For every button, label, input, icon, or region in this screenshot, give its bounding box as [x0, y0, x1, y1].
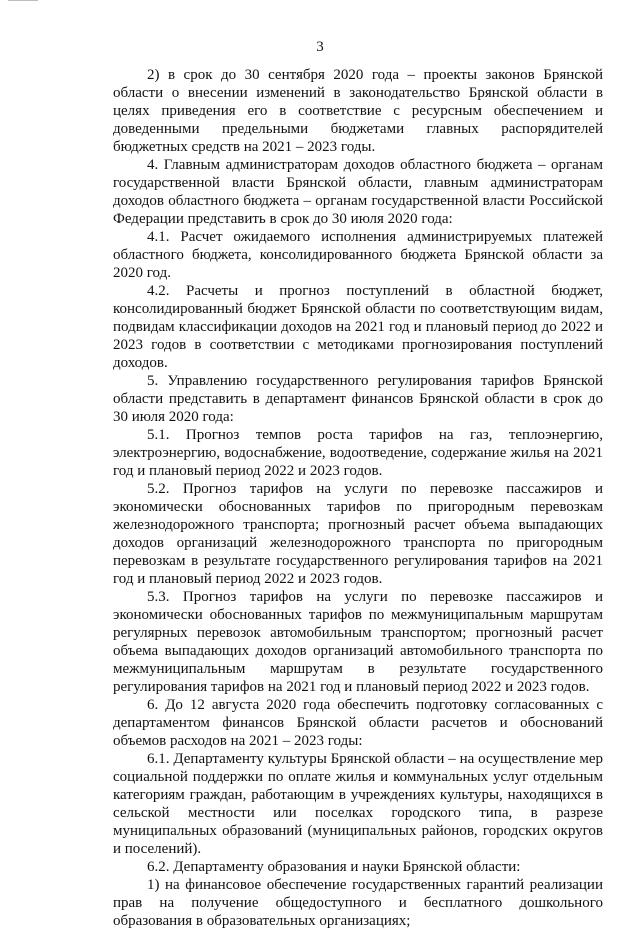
paragraph-6-1: 6.1. Департаменту культуры Брянской области – на осуществление мер социальной поддержки по оплате жилья и коммунальных услуг отдельным категориям граждан, работающим в учреждениях культуры, находящихся в сельской местности или поселках городского типа, в разрезе муниципальных образований (муниципальных районов, городских округов и поселений). — [113, 751, 603, 857]
scan-corner-mark — [8, 0, 38, 5]
page-number: 3 — [316, 39, 324, 55]
paragraph-4-1: 4.1. Расчет ожидаемого исполнения администрируемых платежей областного бюджета, консолидированного бюджета Брянской области за 2020 год. — [113, 229, 603, 281]
paragraph-3-2: 2) в срок до 30 сентября 2020 года – проекты законов Брянской области о внесении изменений в законодательство Брянской области в целях приведения его в соответствие с ресурсным обеспечением и доведенными предельными бюджетами главных распорядителей бюджетных средств на 2021 – 2023 годы. — [113, 67, 603, 155]
paragraph-6-2: 6.2. Департаменту образования и науки Брянской области: — [147, 859, 521, 875]
paragraph-5: 5. Управлению государственного регулирования тарифов Брянской области представить в департамент финансов Брянской области в срок до 30 июля 2020 года: — [113, 373, 603, 425]
paragraph-4-2: 4.2. Расчеты и прогноз поступлений в областной бюджет, консолидированный бюджет Брянской области по соответствующим видам, подвидам классификации доходов на 2021 год и плановый период до 2022 и 2023 годов в соответствии с методиками прогнозирования поступлений доходов. — [113, 283, 603, 371]
paragraph-6: 6. До 12 августа 2020 года обеспечить подготовку согласованных с департаментом финансов Брянской области расчетов и обоснований объемов расходов на 2021 – 2023 годы: — [113, 697, 603, 749]
paragraph-5-2: 5.2. Прогноз тарифов на услуги по перевозке пассажиров и экономически обоснованных тарифов по пригородным перевозкам железнодорожного транспорта; прогнозный расчет объема выпадающих доходов организаций железнодорожного транспорта по пригородным перевозкам в результате государственного регулирования тарифов на 2021 год и плановый период 2022 и 2023 годов. — [113, 481, 603, 587]
paragraph-4: 4. Главным администраторам доходов областного бюджета – органам государственной власти Брянской области, главным администраторам доходов областного бюджета – органам государственной власти Российской Федерации представить в срок до 30 июля 2020 года: — [113, 157, 603, 227]
paragraph-5-3: 5.3. Прогноз тарифов на услуги по перевозке пассажиров и экономически обоснованных тарифов по межмуниципальным маршрутам регулярных перевозок автомобильным транспортом; прогнозный расчет объема выпадающих доходов организаций автомобильного транспорта по межмуниципальным маршрутам в результате государственного регулирования тарифов на 2021 год и плановый период 2022 и 2023 годов. — [113, 589, 603, 695]
paragraph-5-1: 5.1. Прогноз темпов роста тарифов на газ, теплоэнергию, электроэнергию, водоснабжение, водоотведение, содержание жилья на 2021 год и плановый период 2022 и 2023 годов. — [113, 427, 603, 479]
document-body — [113, 66, 603, 930]
paragraph-6-2-1: 1) на финансовое обеспечение государственных гарантий реализации прав на получение общедоступного и бесплатного дошкольного образования в образовательных организациях; — [113, 877, 603, 929]
